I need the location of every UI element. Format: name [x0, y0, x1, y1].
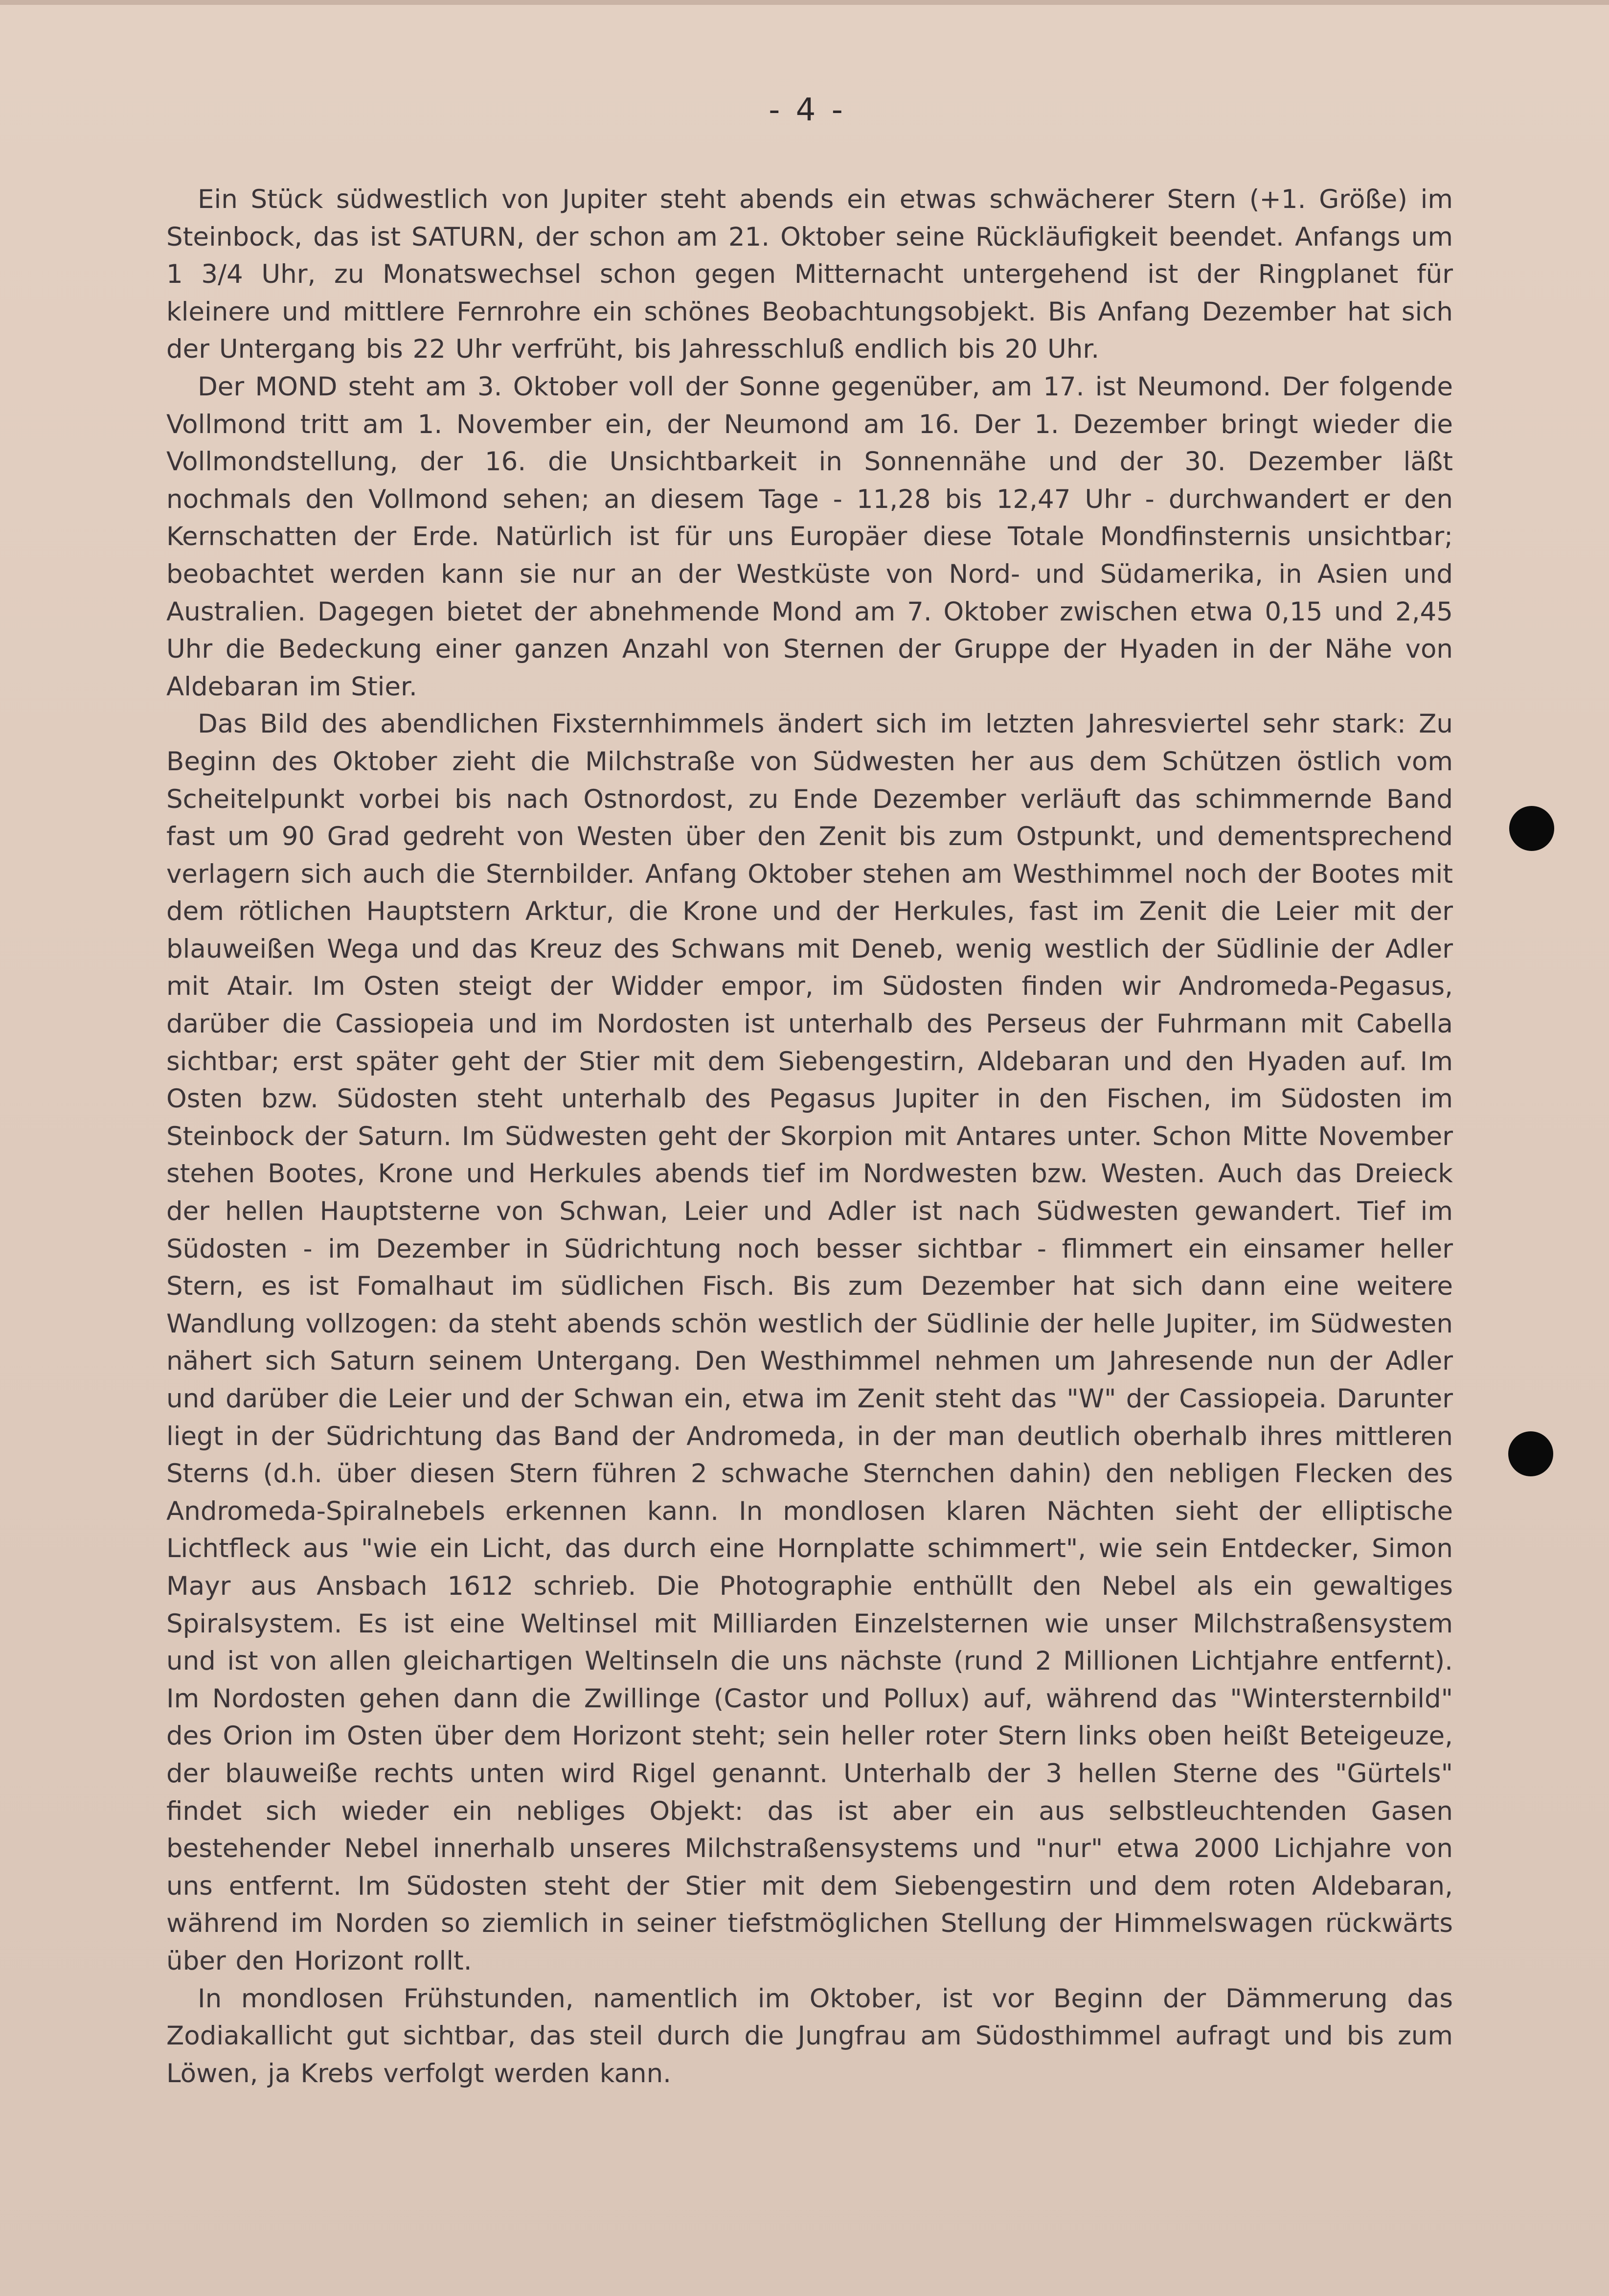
document-body: [166, 181, 1453, 2092]
punch-hole-upper: [1509, 806, 1554, 851]
punch-hole-lower: [1508, 1431, 1553, 1476]
paragraph-fixsternhimmel: Das Bild des abendlichen Fixsternhimmels ändert sich im letzten Jahresviertel sehr stark: Zu Beginn des Oktober zieht die Milchstraße von Südwesten her aus dem Schützen östlich vom Scheitelpunkt vorbei bis nach Ostnordost, zu Ende Dezember verläuft das schimmernde Band fast um 90 Grad gedreht von Westen über den Zenit bis zum Ostpunkt, und dementsprechend verlagern sich auch die Sternbilder. Anfang Oktober stehen am Westhimmel noch der Bootes mit dem rötlichen Hauptstern Arktur, die Krone und der Herkules, fast im Zenit die Leier mit der blauweißen Wega und das Kreuz des Schwans mit Deneb, wenig westlich der Südlinie der Adler mit Atair. Im Osten steigt der Widder empor, im Südosten finden wir Andromeda-Pegasus, darüber die Cassiopeia und im Nordosten ist unterhalb des Perseus der Fuhrmann mit Cabella sichtbar; erst später geht der Stier mit dem Siebengestirn, Aldebaran und den Hyaden auf. Im Osten bzw. Südosten steht unterhalb des Pegasus Jupiter in den Fischen, im Südosten im Steinbock der Saturn. Im Südwesten geht der Skorpion mit Antares unter. Schon Mitte November stehen Bootes, Krone und Herkules abends tief im Nordwesten bzw. Westen. Auch das Dreieck der hellen Hauptsterne von Schwan, Leier und Adler ist nach Südwesten gewandert. Tief im Südosten - im Dezember in Südrichtung noch besser sichtbar - flimmert ein einsamer heller Stern, es ist Fomalhaut im südlichen Fisch. Bis zum Dezember hat sich dann eine weitere Wandlung vollzogen: da steht abends schön westlich der Südlinie der helle Jupiter, im Südwesten nähert sich Saturn seinem Untergang. Den Westhimmel nehmen um Jahresende nun der Adler und darüber die Leier und der Schwan ein, etwa im Zenit steht das "W" der Cassiopeia. Darunter liegt in der Südrichtung das Band der Andromeda, in der man deutlich oberhalb ihres mittleren Sterns (d.h. über diesen Stern führen 2 schwache Sternchen dahin) den nebligen Flecken des Andromeda-Spiralnebels erkennen kann. In mondlosen klaren Nächten sieht der elliptische Lichtfleck aus "wie ein Licht, das durch eine Hornplatte schimmert", wie sein Entdecker, Simon Mayr aus Ansbach 1612 schrieb. Die Photographie enthüllt den Nebel als ein gewaltiges Spiralsystem. Es ist eine Weltinsel mit Milliarden Einzelsternen wie unser Milchstraßensystem und ist von allen gleichartigen Weltinseln die uns nächste (rund 2 Millionen Lichtjahre entfernt). Im Nordosten gehen dann die Zwillinge (Castor und Pollux) auf, während das "Wintersternbild" des Orion im Osten über dem Horizont steht; sein heller roter Stern links oben heißt Beteigeuze, der blauweiße rechts unten wird Rigel genannt. Unterhalb der 3 hellen Sterne des "Gürtels" findet sich wieder ein nebliges Objekt: das ist aber ein aus selbstleuchtenden Gasen bestehender Nebel innerhalb unseres Milchstraßensystems und "nur" etwa 2000 Lichjahre von uns entfernt. Im Südosten steht der Stier mit dem Siebengestirn und dem roten Aldebaran, während im Norden so ziemlich in seiner tiefstmöglichen Stellung der Himmelswagen rückwärts über den Horizont rollt.: [166, 709, 1453, 1976]
paragraph-zodiakallicht: In mondlosen Frühstunden, namentlich im Oktober, ist vor Beginn der Dämmerung das Zodiakallicht gut sichtbar, das steil durch die Jungfrau am Südosthimmel aufragt und bis zum Löwen, ja Krebs verfolgt werden kann.: [166, 1983, 1453, 2089]
page-number: - 4 -: [769, 92, 846, 128]
page-top-edge: [0, 0, 1609, 5]
paragraph-mond: Der MOND steht am 3. Oktober voll der Sonne gegenüber, am 17. ist Neumond. Der folgende Vollmond tritt am 1. November ein, der Neumond am 16. Der 1. Dezember bringt wieder die Vollmondstellung, der 16. die Unsichtbarkeit in Sonnennähe und der 30. Dezember läßt nochmals den Vollmond sehen; an diesem Tage - 11,28 bis 12,47 Uhr - durchwandert er den Kernschatten der Erde. Natürlich ist für uns Europäer diese Totale Mondfinsternis unsichtbar; beobachtet werden kann sie nur an der Westküste von Nord- und Südamerika, in Asien und Australien. Dagegen bietet der abnehmende Mond am 7. Oktober zwischen etwa 0,15 und 2,45 Uhr die Bedeckung einer ganzen Anzahl von Sternen der Gruppe der Hyaden in der Nähe von Aldebaran im Stier.: [166, 371, 1453, 702]
paragraph-saturn: Ein Stück südwestlich von Jupiter steht abends ein etwas schwächerer Stern (+1. Größe) im Steinbock, das ist SATURN, der schon am 21. Oktober seine Rückläufigkeit beendet. Anfangs um 1 3/4 Uhr, zu Monatswechsel schon gegen Mitternacht untergehend ist der Ringplanet für kleinere und mittlere Fernrohre ein schönes Beobachtungsobjekt. Bis Anfang Dezember hat sich der Untergang bis 22 Uhr verfrüht, bis Jahresschluß endlich bis 20 Uhr.: [166, 184, 1453, 365]
